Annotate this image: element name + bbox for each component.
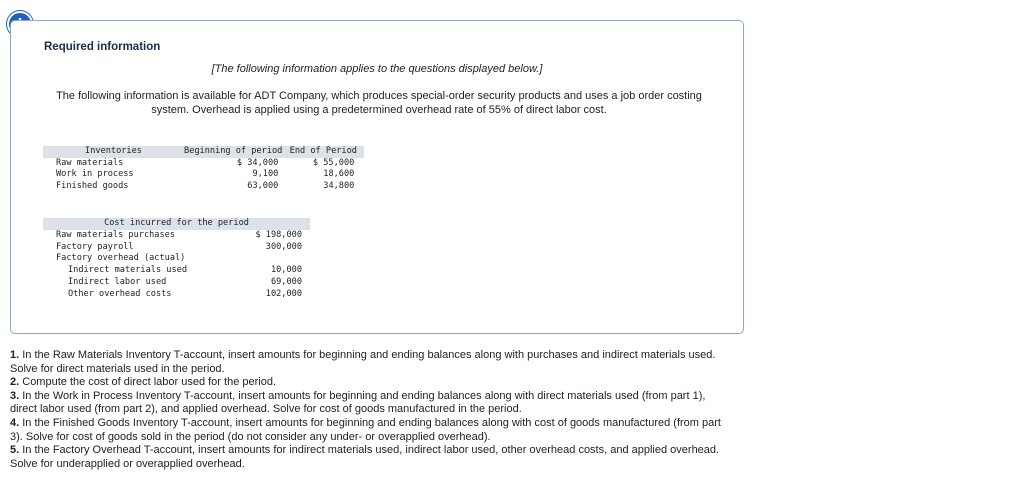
beginning-value: $ 34,000 xyxy=(236,157,279,168)
cost-value: $ 198,000 xyxy=(255,229,302,240)
question-item xyxy=(10,376,730,390)
costs-header: Cost incurred for the period xyxy=(43,218,310,230)
cost-label: Indirect labor used xyxy=(68,276,167,287)
applies-note: [The following information applies to the questions displayed below.] xyxy=(211,63,543,75)
inventories-header-row xyxy=(43,146,364,158)
table-row xyxy=(43,277,310,289)
cost-label: Indirect materials used xyxy=(68,265,187,276)
required-information-title: Required information xyxy=(44,41,161,53)
cost-value xyxy=(234,253,310,265)
inventory-label: Raw materials xyxy=(56,157,124,168)
questions-list xyxy=(10,349,730,471)
question-item xyxy=(10,390,730,417)
table-row xyxy=(43,253,310,265)
cost-value: 10,000 xyxy=(270,265,302,276)
cost-value: 300,000 xyxy=(265,241,302,252)
beginning-value: 9,100 xyxy=(252,169,279,179)
cost-label: Raw materials purchases xyxy=(56,229,175,240)
question-text: In the Work in Process Inventory T-account, insert amounts for beginning and ending balances along with direct materials used (from part 1), direct labor used (from part 2), and applied overhead. Solve for cost of goods manufactured in the period. xyxy=(10,389,706,416)
question-number: 4. xyxy=(10,416,20,429)
question-number: 3. xyxy=(10,389,20,402)
question-text: In the Raw Materials Inventory T-account, insert amounts for beginning and ending balances along with purchases and indirect materials used. Solve for direct materials used in the period. xyxy=(10,349,716,375)
cost-value: 69,000 xyxy=(270,276,302,287)
table-row xyxy=(43,289,310,301)
question-number: 2. xyxy=(10,376,20,389)
inventories-header: Inventories xyxy=(43,146,184,158)
inventory-label: Finished goods xyxy=(56,180,129,191)
question-text: In the Finished Goods Inventory T-account, insert amounts for beginning and ending balances along with cost of goods manufactured (from part 3). Solve for cost of goods sold in the period (do not consider any under- or overapplied overhead). xyxy=(10,416,721,443)
table-row xyxy=(43,169,364,181)
beginning-value: 63,000 xyxy=(247,180,279,191)
end-value: 34,800 xyxy=(323,180,355,191)
end-of-period-header: End of Period xyxy=(282,146,364,158)
intro-paragraph: The following information is available for ADT Company, which produces special-order security products and uses a job order costing system. Overhead is applied using a predetermined overhead rate of 55% of direct labor cost. xyxy=(56,90,702,116)
question-item xyxy=(10,417,730,444)
end-value: 18,600 xyxy=(323,169,355,179)
question-number: 5. xyxy=(10,444,20,457)
table-row xyxy=(43,265,310,277)
table-row xyxy=(43,181,364,193)
required-information-panel xyxy=(10,20,744,334)
cost-label: Other overhead costs xyxy=(68,288,172,299)
cost-value: 102,000 xyxy=(265,288,302,299)
cost-label: Factory payroll xyxy=(56,241,134,252)
question-text: Compute the cost of direct labor used for the period. xyxy=(22,376,277,389)
table-row xyxy=(43,158,364,170)
cost-label: Factory overhead (actual) xyxy=(56,253,186,264)
inventories-table xyxy=(43,146,364,192)
table-row xyxy=(43,230,310,242)
table-row xyxy=(43,242,310,254)
costs-table xyxy=(43,218,310,301)
question-text: In the Factory Overhead T-account, insert amounts for indirect materials used, indirect labor used, other overhead costs, and applied overhead. Solve for underapplied or overapplied overhead. xyxy=(10,444,720,470)
inventory-label: Work in process xyxy=(56,169,134,179)
question-item xyxy=(10,349,730,376)
beginning-of-period-header: Beginning of period xyxy=(184,146,283,156)
end-value: $ 55,000 xyxy=(312,157,355,168)
question-number: 1. xyxy=(10,349,20,361)
costs-header-row xyxy=(43,218,310,230)
question-item xyxy=(10,444,730,471)
